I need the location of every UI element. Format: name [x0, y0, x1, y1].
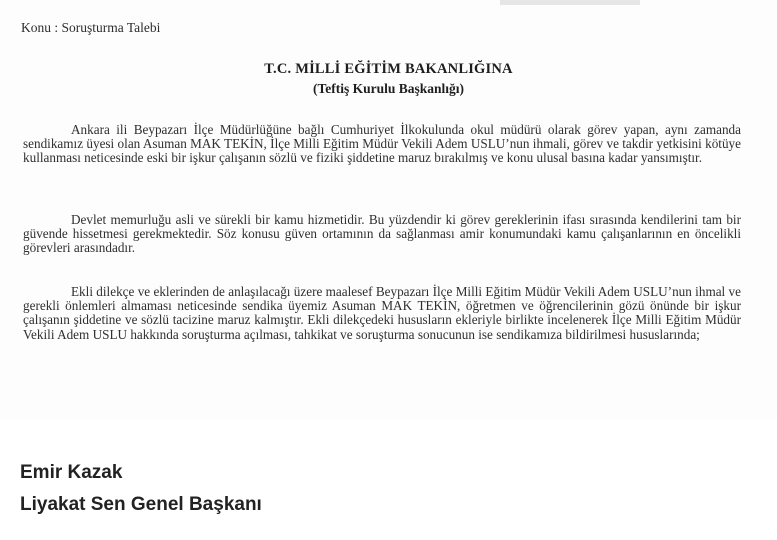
letter-paragraph: Devlet memurluğu asli ve sürekli bir kamu hizmetidir. Bu yüzdendir ki görev gereklerinin ifası sırasında kendilerini tam bir güvende hissetmesi gerekmektedir. Söz konusu güven ortamının da sağlanması amir konumundaki kamu çalışanlarının en öncelikli görevleri arasındadır.: [23, 212, 741, 256]
letter-subject: Konu : Soruşturma Talebi: [21, 20, 161, 35]
signature-name: Emir Kazak: [20, 462, 123, 483]
letter-paragraph: Ankara ili Beypazarı İlçe Müdürlüğüne bağlı Cumhuriyet İlkokulunda okul müdürü olarak görev yapan, aynı zamanda sendikamız üyesi olan Asuman MAK TEKİN, İlçe Milli Eğitim Müdür Vekili Adem USLU’nun ihmali, görev ve takdir yetkisini kötüye kullanması neticesinde eski bir işkur çalışanın sözlü ve fiziki şiddetine maruz bırakılmış ve konu ulusal basına kadar yansımıştır.: [23, 122, 741, 166]
scan-edge-mark: [500, 0, 640, 5]
letter-heading-ministry: T.C. MİLLİ EĞİTİM BAKANLIĞINA: [264, 61, 513, 77]
signature-title: Liyakat Sen Genel Başkanı: [20, 494, 262, 515]
letter-paragraph: Ekli dilekçe ve eklerinden de anlaşılacağı üzere maalesef Beypazarı İlçe Milli Eğitim Müdür Vekili Adem USLU’nun ihmal ve gerekli önlemleri almaması neticesinde sendika üyemiz Asuman MAK TEKİN, öğretmen ve öğrencilerinin gözü önünde bir işkur çalışanın şiddetine ve sözlü tacizine maruz kalmıştır. Ekli dilekçedeki hususların ekleriyle birlikte incelenerek İlçe Milli Eğitim Müdür Vekili Adem USLU hakkında soruşturma açılması, tahkikat ve soruşturma sonucunun ise sendikamıza bildirilmesi hususlarında;: [23, 284, 741, 342]
letter-heading-board: (Teftiş Kurulu Başkanlığı): [312, 81, 465, 96]
